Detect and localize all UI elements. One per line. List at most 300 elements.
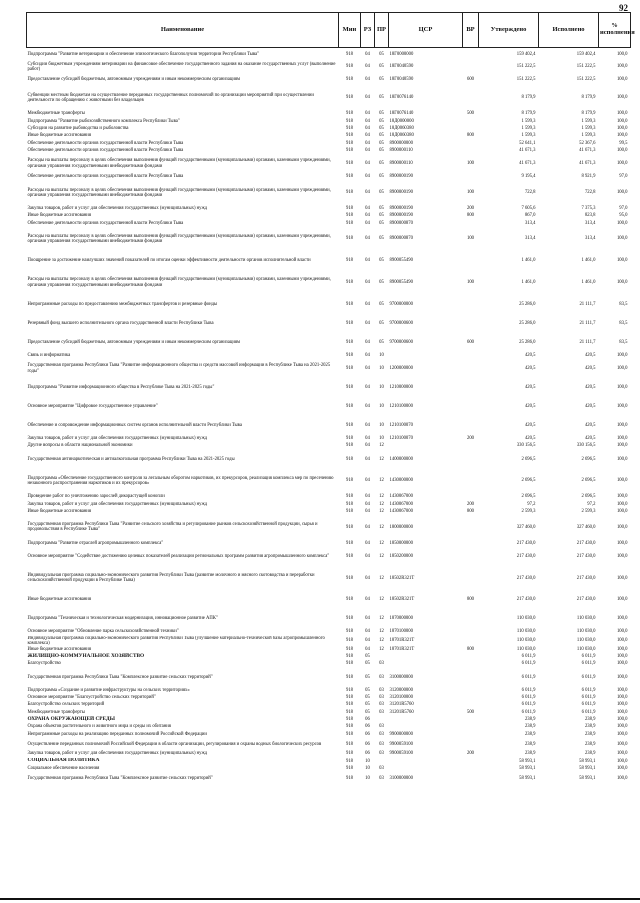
table-row <box>27 132 631 139</box>
cell-pr: 05 <box>379 236 384 242</box>
table-row <box>27 359 631 378</box>
cell-csr <box>389 765 463 772</box>
cell-percent: 100,0 <box>616 436 628 442</box>
cell-min: 918 <box>345 638 354 644</box>
cell-pr: 12 <box>379 638 384 644</box>
table-row <box>27 547 631 566</box>
cell-pr: 12 <box>379 575 384 581</box>
cell-pr: 12 <box>379 553 384 559</box>
cell-min: 918 <box>345 443 354 449</box>
cell-min: 918 <box>345 220 354 226</box>
cell-percent: 100,0 <box>616 190 628 196</box>
table-row <box>27 416 631 435</box>
cell-vr <box>463 86 479 111</box>
cell-pr: 12 <box>379 629 384 635</box>
cell-approved: 41 671,3 <box>519 161 536 167</box>
cell-vr: 800 <box>466 597 475 603</box>
cell-name: Субсидии бюджетным учреждениям ветеринарии на финансовое обеспечение государственного задания на оказание государственных услуг (выполнение работ) <box>27 61 336 72</box>
cell-csr: 18502R321T <box>389 597 415 603</box>
cell-name: Основное мероприятие "Обновление парка сельскохозяйственной техники" <box>27 629 179 635</box>
cell-pr: 03 <box>379 724 384 730</box>
cell-percent: 99,5 <box>619 140 628 146</box>
table-row <box>27 515 631 540</box>
cell-vr <box>463 566 479 591</box>
cell-percent: 100,0 <box>616 524 628 530</box>
cell-name: ЖИЛИЩНО-КОММУНАЛЬНОЕ ХОЗЯЙСТВО <box>27 653 145 659</box>
cell-vr: 500 <box>466 111 475 117</box>
table-body <box>27 48 631 785</box>
cell-percent: 100,0 <box>616 508 628 514</box>
cell-csr: 3100000000 <box>389 674 413 680</box>
cell-approved: 327 460,0 <box>516 524 536 530</box>
cell-percent: 100,0 <box>616 64 628 70</box>
table-row <box>27 500 631 507</box>
cell-rz: 04 <box>365 339 370 345</box>
cell-rz: 10 <box>365 775 370 781</box>
cell-executed: 823,8 <box>584 213 596 219</box>
cell-vr <box>463 314 479 333</box>
cell-percent: 100,0 <box>616 674 628 680</box>
cell-vr <box>463 772 479 785</box>
cell-vr <box>463 378 479 397</box>
page-number: 92 <box>619 3 628 13</box>
cell-executed: 2 599,3 <box>581 508 596 514</box>
cell-name: Расходы на выплаты персоналу в целях обеспечения выполнения функций государственными (муниципальными) органами, казенными учреждениями, органами управления государственными внебюджетными фондами <box>27 277 331 288</box>
cell-rz: 04 <box>365 638 370 644</box>
cell-csr: 8900000000 <box>389 140 413 146</box>
cell-percent: 100,0 <box>616 494 628 500</box>
cell-vr <box>463 251 479 270</box>
cell-percent: 83,5 <box>619 301 628 307</box>
cell-executed: 110 030,0 <box>576 629 596 635</box>
cell-rz: 04 <box>365 456 370 462</box>
cell-executed: 97,2 <box>587 501 596 507</box>
cell-approved: 217 430,0 <box>516 553 536 559</box>
cell-executed: 420,5 <box>584 385 596 390</box>
cell-pr: 05 <box>379 320 384 326</box>
cell-approved: 6 011,9 <box>521 654 536 660</box>
cell-csr: 8900055490 <box>389 258 413 264</box>
cell-percent: 100,0 <box>616 258 628 264</box>
cell-rz: 04 <box>365 174 370 180</box>
cell-vr: 500 <box>466 709 475 715</box>
cell-min: 918 <box>345 540 354 546</box>
cell-executed: 313,4 <box>584 220 596 226</box>
cell-approved: 159 402,4 <box>516 51 536 57</box>
table-row <box>27 333 631 352</box>
cell-rz: 04 <box>365 76 370 82</box>
cell-min: 918 <box>345 616 354 622</box>
cell-rz: 04 <box>365 320 370 326</box>
cell-percent: 100,0 <box>616 751 628 757</box>
cell-min: 918 <box>345 205 354 211</box>
cell-approved: 420,5 <box>524 385 536 390</box>
cell-name: Обеспечение и сопровождение информационных систем органов исполнительной власти Республики Тыва <box>27 423 242 428</box>
cell-rz: 04 <box>365 161 370 167</box>
cell-min: 918 <box>345 147 354 153</box>
cell-pr: 03 <box>379 687 384 693</box>
cell-csr: 1850000000 <box>389 540 413 546</box>
cell-rz: 04 <box>365 111 370 117</box>
cell-pr: 03 <box>379 751 384 757</box>
table-row <box>27 701 631 708</box>
cell-name: Резервный фонд высшего исполнительного органа государственной власти Республики Тыва <box>27 320 214 326</box>
cell-vr <box>463 397 479 416</box>
table-row <box>27 295 631 314</box>
budget-table <box>26 12 635 785</box>
table-row <box>27 636 631 646</box>
cell-percent: 100,0 <box>616 51 628 57</box>
table-row <box>27 609 631 628</box>
cell-min: 918 <box>345 118 354 124</box>
cell-min: 918 <box>345 575 354 581</box>
cell-rz: 04 <box>365 524 370 530</box>
cell-vr: 600 <box>466 339 475 345</box>
cell-min: 918 <box>345 724 354 730</box>
cell-pr: 12 <box>379 616 384 622</box>
cell-percent: 100,0 <box>616 118 628 124</box>
cell-approved: 217 430,0 <box>516 540 536 546</box>
cell-pr: 05 <box>379 301 384 307</box>
cell-approved: 41 671,3 <box>519 147 536 153</box>
cell-vr <box>463 765 479 772</box>
cell-rz: 10 <box>365 758 370 764</box>
cell-executed: 41 671,3 <box>579 161 596 167</box>
cell-executed: 151 222,5 <box>576 76 596 82</box>
cell-approved: 420,5 <box>524 404 536 409</box>
cell-percent: 100,0 <box>616 597 628 603</box>
table-row <box>27 219 631 226</box>
table-row <box>27 709 631 716</box>
cell-min: 918 <box>345 775 354 781</box>
cell-executed: 420,5 <box>584 404 596 409</box>
cell-name: Индивидуальная программа социально-экономического развития Республики Тыва (развитие молочного и мясного скотоводства и переработки сельскохозяйственной продукции в Республике Тыва) <box>27 573 315 584</box>
cell-approved: 420,5 <box>524 436 536 442</box>
cell-min: 918 <box>345 687 354 693</box>
cell-percent: 100,0 <box>616 443 628 449</box>
cell-executed: 52 367,6 <box>579 140 596 146</box>
cell-pr: 12 <box>379 501 384 507</box>
cell-approved: 330 156,5 <box>516 443 536 449</box>
cell-approved: 238,9 <box>524 751 536 757</box>
cell-csr: 18Г0000000 <box>389 51 414 57</box>
cell-vr: 100 <box>466 279 475 285</box>
cell-approved: 97,2 <box>527 501 536 507</box>
cell-rz: 04 <box>365 51 370 57</box>
cell-csr: 9900059100 <box>389 741 413 747</box>
cell-csr: 1870000000 <box>389 616 413 622</box>
cell-csr: 8900000190 <box>389 205 413 211</box>
cell-executed: 6 011,9 <box>581 661 596 667</box>
cell-percent: 100,0 <box>616 161 628 167</box>
cell-rz: 04 <box>365 501 370 507</box>
cell-min: 918 <box>345 508 354 514</box>
cell-min: 918 <box>345 279 354 285</box>
cell-csr: 1430067000 <box>389 508 413 514</box>
cell-vr <box>463 125 479 132</box>
cell-name: Государственная программа Республики Тыва "Развитие сельского хозяйства и регулирование рынков сельскохозяйственной продукции, сырья и продовольствия в Республике Тыва" <box>27 522 318 533</box>
cell-percent: 100,0 <box>616 111 628 117</box>
table-row <box>27 435 631 442</box>
table-row <box>27 227 631 252</box>
table-row <box>27 590 631 609</box>
cell-csr: 18701R321T <box>389 638 415 644</box>
cell-csr: 8900000110 <box>389 161 413 167</box>
cell-vr <box>463 723 479 730</box>
cell-rz: 04 <box>365 597 370 603</box>
table-row <box>27 687 631 694</box>
cell-approved: 238,9 <box>524 724 536 730</box>
cell-approved: 7 605,6 <box>521 205 536 211</box>
cell-executed: 722,8 <box>584 190 596 196</box>
cell-min: 918 <box>345 140 354 146</box>
table-row <box>27 508 631 515</box>
cell-vr <box>463 716 479 723</box>
cell-approved: 58 993,1 <box>519 758 536 764</box>
cell-executed: 8 179,9 <box>581 95 596 101</box>
cell-percent: 100,0 <box>616 775 628 781</box>
cell-vr: 200 <box>466 501 475 507</box>
table-row <box>27 173 631 180</box>
cell-percent: 100,0 <box>616 616 628 622</box>
cell-csr: 1210100070 <box>389 436 413 442</box>
cell-min: 918 <box>345 695 354 701</box>
cell-approved: 420,5 <box>524 352 536 358</box>
cell-name: Государственная программа Республики Тыва "Комплексное развитие сельских территорий" <box>27 674 213 680</box>
cell-rz: 04 <box>365 540 370 546</box>
cell-vr: 100 <box>466 161 475 167</box>
cell-pr: 03 <box>379 661 384 667</box>
cell-executed: 110 030,0 <box>576 646 596 652</box>
cell-vr <box>463 147 479 154</box>
cell-name: Субвенции местным бюджетам на осуществление переданных государственных полномочий по организации мероприятий при осуществлении деятельности по обращению с животными без владельцев <box>27 92 314 104</box>
header-rz: РЗ <box>361 13 375 48</box>
cell-approved: 110 030,0 <box>516 646 536 652</box>
cell-percent: 100,0 <box>616 553 628 559</box>
cell-pr: 05 <box>379 258 384 264</box>
cell-vr <box>463 701 479 708</box>
cell-executed: 420,5 <box>584 423 596 428</box>
cell-csr: 3120100000 <box>389 695 413 701</box>
cell-pr: 12 <box>379 508 384 514</box>
cell-percent: 100,0 <box>616 133 628 139</box>
table-row <box>27 205 631 212</box>
cell-executed: 420,5 <box>584 366 596 371</box>
cell-rz: 04 <box>365 125 370 131</box>
cell-executed: 7 375,3 <box>581 205 596 211</box>
cell-csr: 1200000000 <box>389 366 413 371</box>
cell-name: Основное мероприятие "Цифровое государственное управление" <box>27 404 158 409</box>
cell-pr: 05 <box>379 140 384 146</box>
cell-percent: 97,0 <box>619 205 628 211</box>
cell-min: 918 <box>345 51 354 57</box>
cell-csr: 1430067000 <box>389 501 413 507</box>
cell-name: Закупка товаров, работ и услуг для обеспечения государственных (муниципальных) нужд <box>27 751 208 757</box>
cell-approved: 420,5 <box>524 423 536 428</box>
cell-pr: 03 <box>379 709 384 715</box>
cell-vr: 800 <box>466 213 475 219</box>
cell-approved: 151 222,5 <box>516 64 536 70</box>
cell-csr: 1210100000 <box>389 404 413 409</box>
cell-vr <box>463 628 479 635</box>
cell-min: 918 <box>345 709 354 715</box>
cell-name: Иные бюджетные ассигнования <box>27 213 91 219</box>
table-row <box>27 125 631 132</box>
cell-min: 918 <box>345 494 354 500</box>
cell-min: 918 <box>345 654 354 660</box>
cell-percent: 100,0 <box>616 724 628 730</box>
cell-csr: 1210000000 <box>389 385 413 390</box>
table-row <box>27 270 631 295</box>
cell-csr <box>389 716 463 723</box>
cell-percent: 100,0 <box>616 456 628 462</box>
cell-pr: 03 <box>379 674 384 680</box>
cell-name: Иные бюджетные ассигнования <box>27 597 91 603</box>
cell-min: 918 <box>345 385 354 390</box>
cell-vr <box>463 687 479 694</box>
cell-percent: 100,0 <box>616 366 628 371</box>
cell-min: 918 <box>345 258 354 264</box>
cell-name: Связь и информатика <box>27 352 71 358</box>
cell-csr: 1870100000 <box>389 629 413 635</box>
cell-rz: 04 <box>365 133 370 139</box>
cell-rz: 04 <box>365 352 370 358</box>
table-row <box>27 469 631 494</box>
cell-min: 918 <box>345 352 354 358</box>
cell-executed: 6 011,9 <box>581 695 596 701</box>
cell-approved: 2 696,5 <box>521 456 536 462</box>
cell-min: 918 <box>345 111 354 117</box>
cell-rz: 06 <box>365 751 370 757</box>
cell-rz: 04 <box>365 301 370 307</box>
cell-pr: 05 <box>379 147 384 153</box>
cell-pr: 05 <box>379 339 384 345</box>
cell-pr: 10 <box>379 423 384 428</box>
cell-rz: 04 <box>365 443 370 449</box>
cell-csr: 18701R321T <box>389 646 415 652</box>
cell-rz: 04 <box>365 404 370 409</box>
cell-vr: 200 <box>466 205 475 211</box>
cell-min: 918 <box>345 125 354 131</box>
cell-approved: 313,4 <box>524 236 536 242</box>
cell-name: Предоставление субсидий бюджетным, автономным учреждениям и иным некоммерческим организациям <box>27 339 240 345</box>
cell-csr: 1800000000 <box>389 524 413 530</box>
cell-pr: 03 <box>379 766 384 772</box>
cell-percent: 100,0 <box>616 646 628 652</box>
cell-vr <box>463 636 479 646</box>
cell-approved: 722,8 <box>524 190 536 196</box>
cell-min: 918 <box>345 629 354 635</box>
cell-csr: 18Д0060380 <box>389 133 414 139</box>
cell-min: 918 <box>345 95 354 101</box>
cell-vr <box>463 730 479 737</box>
cell-pr: 12 <box>379 478 384 484</box>
header-percent: % исполнения <box>599 13 631 48</box>
cell-name: СОЦИАЛЬНАЯ ПОЛИТИКА <box>27 757 100 764</box>
cell-executed: 238,9 <box>584 751 596 757</box>
cell-rz: 04 <box>365 646 370 652</box>
cell-pr: 05 <box>379 133 384 139</box>
cell-executed: 21 111,7 <box>579 301 596 307</box>
table-row <box>27 738 631 751</box>
cell-min: 918 <box>345 646 354 652</box>
cell-pr: 05 <box>379 279 384 285</box>
cell-pr: 03 <box>379 731 384 737</box>
cell-pr: 05 <box>379 220 384 226</box>
cell-percent: 100,0 <box>616 95 628 101</box>
cell-rz: 04 <box>365 629 370 635</box>
cell-approved: 6 011,9 <box>521 661 536 667</box>
cell-min: 918 <box>345 716 354 722</box>
cell-rz: 04 <box>365 366 370 371</box>
table-row <box>27 628 631 635</box>
table-row <box>27 716 631 723</box>
cell-rz: 06 <box>365 731 370 737</box>
cell-rz: 04 <box>365 95 370 101</box>
cell-name: Подпрограмма "Развитие информационного общества в Республике Тыва на 2021-2025 годы" <box>27 385 215 390</box>
cell-percent: 100,0 <box>616 731 628 737</box>
cell-executed: 58 993,1 <box>579 766 596 772</box>
cell-name: Государственная программа Республики Тыва "Развитие информационного общества и средств массовой информации в Республике Тыва на 2021-2025 годы" <box>27 363 331 374</box>
cell-approved: 867,0 <box>524 213 536 219</box>
cell-approved: 110 030,0 <box>516 629 536 635</box>
cell-pr: 12 <box>379 646 384 652</box>
cell-name: Благоустройство сельских территорий <box>27 702 105 708</box>
cell-vr <box>463 515 479 540</box>
cell-rz: 05 <box>365 709 370 715</box>
cell-executed: 1 599,3 <box>581 133 596 139</box>
cell-pr: 12 <box>379 494 384 500</box>
cell-vr: 800 <box>466 133 475 139</box>
cell-executed: 420,5 <box>584 352 596 358</box>
cell-approved: 52 641,1 <box>519 140 536 146</box>
cell-pr: 05 <box>379 161 384 167</box>
cell-approved: 1 599,3 <box>521 125 536 131</box>
cell-executed: 217 430,0 <box>576 575 596 581</box>
cell-name: Расходы на выплаты персоналу в целях обеспечения выполнения функций государственными (муниципальными) органами, казенными учреждениями, органами управления государственными внебюджетными фондами <box>27 187 331 198</box>
cell-approved: 110 030,0 <box>516 616 536 622</box>
cell-vr <box>463 758 479 765</box>
cell-percent: 100,0 <box>616 695 628 701</box>
cell-csr <box>389 442 463 449</box>
cell-csr: 31201R5760 <box>389 709 414 715</box>
cell-csr <box>389 660 463 667</box>
cell-approved: 238,9 <box>524 716 536 722</box>
cell-csr <box>389 758 463 765</box>
cell-percent: 100,0 <box>616 423 628 428</box>
page-bottom-rule <box>0 898 640 900</box>
table-row <box>27 723 631 730</box>
cell-pr <box>375 758 389 765</box>
cell-rz: 05 <box>365 695 370 701</box>
cell-executed: 2 696,5 <box>581 478 596 484</box>
cell-percent: 83,5 <box>619 320 628 326</box>
cell-approved: 9 195,4 <box>521 174 536 180</box>
cell-csr: 8900000870 <box>389 220 413 226</box>
cell-approved: 8 179,9 <box>521 95 536 101</box>
cell-percent: 100,0 <box>616 501 628 507</box>
cell-rz: 04 <box>365 147 370 153</box>
cell-vr <box>463 653 479 660</box>
cell-approved: 217 430,0 <box>516 597 536 603</box>
cell-min: 918 <box>345 236 354 242</box>
table-header-row <box>27 13 631 48</box>
cell-executed: 330 156,5 <box>576 443 596 449</box>
cell-rz: 04 <box>365 508 370 514</box>
cell-name: Предоставление субсидий бюджетным, автономным учреждениям и иным некоммерческим организациям <box>27 76 240 82</box>
cell-executed: 21 111,7 <box>579 320 596 326</box>
cell-min: 918 <box>345 366 354 371</box>
